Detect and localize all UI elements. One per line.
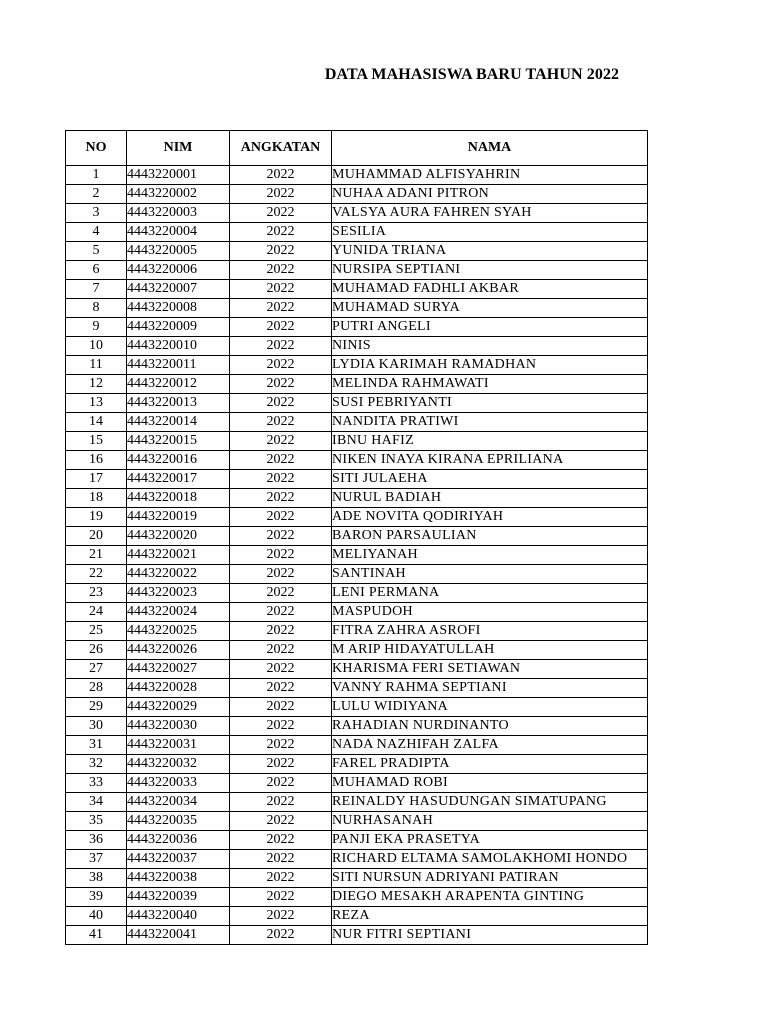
cell-angkatan: 2022 (230, 546, 332, 565)
header-row (66, 131, 648, 166)
cell-no: 30 (66, 717, 127, 736)
cell-nama: PUTRI ANGELI (332, 318, 648, 337)
cell-nim: 4443220026 (127, 641, 230, 660)
table-row (66, 812, 648, 831)
cell-angkatan: 2022 (230, 603, 332, 622)
cell-angkatan: 2022 (230, 831, 332, 850)
table-row (66, 185, 648, 204)
table-row (66, 622, 648, 641)
cell-nama: REZA (332, 907, 648, 926)
cell-nim: 4443220038 (127, 869, 230, 888)
cell-nim: 4443220003 (127, 204, 230, 223)
cell-nim: 4443220009 (127, 318, 230, 337)
cell-angkatan: 2022 (230, 774, 332, 793)
cell-angkatan: 2022 (230, 622, 332, 641)
cell-no: 38 (66, 869, 127, 888)
cell-angkatan: 2022 (230, 280, 332, 299)
cell-no: 22 (66, 565, 127, 584)
table-row (66, 280, 648, 299)
cell-nama: NIKEN INAYA KIRANA EPRILIANA (332, 451, 648, 470)
cell-angkatan: 2022 (230, 451, 332, 470)
cell-nama: SANTINAH (332, 565, 648, 584)
cell-nama: MUHAMAD SURYA (332, 299, 648, 318)
cell-nim: 4443220005 (127, 242, 230, 261)
cell-no: 15 (66, 432, 127, 451)
cell-nama: RAHADIAN NURDINANTO (332, 717, 648, 736)
cell-no: 33 (66, 774, 127, 793)
table-row (66, 451, 648, 470)
cell-nama: NINIS (332, 337, 648, 356)
table-row (66, 394, 648, 413)
cell-nim: 4443220036 (127, 831, 230, 850)
table-row (66, 318, 648, 337)
cell-angkatan: 2022 (230, 318, 332, 337)
cell-nim: 4443220016 (127, 451, 230, 470)
cell-nim: 4443220033 (127, 774, 230, 793)
cell-no: 7 (66, 280, 127, 299)
table-row (66, 356, 648, 375)
student-table (65, 130, 648, 945)
table-row (66, 679, 648, 698)
cell-nim: 4443220023 (127, 584, 230, 603)
cell-nama: ADE NOVITA QODIRIYAH (332, 508, 648, 527)
table-row (66, 717, 648, 736)
column-header-nim: NIM (127, 131, 230, 166)
cell-angkatan: 2022 (230, 204, 332, 223)
cell-no: 4 (66, 223, 127, 242)
cell-angkatan: 2022 (230, 717, 332, 736)
cell-angkatan: 2022 (230, 470, 332, 489)
cell-no: 11 (66, 356, 127, 375)
cell-angkatan: 2022 (230, 242, 332, 261)
cell-nim: 4443220025 (127, 622, 230, 641)
table-row (66, 755, 648, 774)
table-row (66, 641, 648, 660)
column-header-angkatan: ANGKATAN (230, 131, 332, 166)
cell-no: 14 (66, 413, 127, 432)
table-header (66, 131, 648, 166)
cell-no: 21 (66, 546, 127, 565)
cell-nim: 4443220008 (127, 299, 230, 318)
table-row (66, 223, 648, 242)
column-header-nama: NAMA (332, 131, 648, 166)
cell-no: 2 (66, 185, 127, 204)
table-row (66, 926, 648, 945)
cell-nim: 4443220031 (127, 736, 230, 755)
cell-nim: 4443220012 (127, 375, 230, 394)
cell-nama: REINALDY HASUDUNGAN SIMATUPANG (332, 793, 648, 812)
cell-nama: NANDITA PRATIWI (332, 413, 648, 432)
cell-no: 26 (66, 641, 127, 660)
table-row (66, 565, 648, 584)
table-row (66, 299, 648, 318)
cell-angkatan: 2022 (230, 432, 332, 451)
table-row (66, 603, 648, 622)
cell-no: 19 (66, 508, 127, 527)
cell-angkatan: 2022 (230, 888, 332, 907)
cell-no: 29 (66, 698, 127, 717)
cell-no: 12 (66, 375, 127, 394)
cell-nama: NUHAA ADANI PITRON (332, 185, 648, 204)
table-row (66, 489, 648, 508)
cell-no: 39 (66, 888, 127, 907)
cell-angkatan: 2022 (230, 413, 332, 432)
cell-no: 34 (66, 793, 127, 812)
cell-no: 24 (66, 603, 127, 622)
cell-nama: LYDIA KARIMAH RAMADHAN (332, 356, 648, 375)
cell-angkatan: 2022 (230, 926, 332, 945)
cell-no: 36 (66, 831, 127, 850)
cell-angkatan: 2022 (230, 869, 332, 888)
cell-angkatan: 2022 (230, 356, 332, 375)
table-row (66, 907, 648, 926)
page-title: DATA MAHASISWA BARU TAHUN 2022 (324, 66, 620, 83)
table-row (66, 375, 648, 394)
cell-nim: 4443220014 (127, 413, 230, 432)
cell-angkatan: 2022 (230, 755, 332, 774)
cell-angkatan: 2022 (230, 527, 332, 546)
cell-nama: NURSIPA SEPTIANI (332, 261, 648, 280)
cell-no: 18 (66, 489, 127, 508)
cell-angkatan: 2022 (230, 641, 332, 660)
cell-nama: KHARISMA FERI SETIAWAN (332, 660, 648, 679)
table-row (66, 166, 648, 185)
cell-no: 9 (66, 318, 127, 337)
table-row (66, 850, 648, 869)
cell-angkatan: 2022 (230, 584, 332, 603)
cell-nim: 4443220006 (127, 261, 230, 280)
cell-nim: 4443220017 (127, 470, 230, 489)
table-row (66, 470, 648, 489)
cell-angkatan: 2022 (230, 660, 332, 679)
cell-nim: 4443220013 (127, 394, 230, 413)
cell-nim: 4443220037 (127, 850, 230, 869)
table-row (66, 261, 648, 280)
cell-nim: 4443220040 (127, 907, 230, 926)
cell-no: 20 (66, 527, 127, 546)
cell-nim: 4443220024 (127, 603, 230, 622)
cell-nama: NADA NAZHIFAH ZALFA (332, 736, 648, 755)
table-row (66, 698, 648, 717)
cell-nama: FITRA ZAHRA ASROFI (332, 622, 648, 641)
cell-angkatan: 2022 (230, 508, 332, 527)
cell-angkatan: 2022 (230, 679, 332, 698)
cell-angkatan: 2022 (230, 565, 332, 584)
table-row (66, 508, 648, 527)
cell-nama: RICHARD ELTAMA SAMOLAKHOMI HONDO (332, 850, 648, 869)
table-body (66, 166, 648, 945)
cell-angkatan: 2022 (230, 223, 332, 242)
cell-no: 40 (66, 907, 127, 926)
cell-no: 6 (66, 261, 127, 280)
cell-no: 27 (66, 660, 127, 679)
cell-angkatan: 2022 (230, 299, 332, 318)
cell-nama: SITI NURSUN ADRIYANI PATIRAN (332, 869, 648, 888)
cell-nama: MUHAMAD FADHLI AKBAR (332, 280, 648, 299)
table-row (66, 527, 648, 546)
column-header-no: NO (66, 131, 127, 166)
cell-no: 32 (66, 755, 127, 774)
cell-nama: LENI PERMANA (332, 584, 648, 603)
cell-no: 37 (66, 850, 127, 869)
cell-nim: 4443220028 (127, 679, 230, 698)
cell-nama: SUSI PEBRIYANTI (332, 394, 648, 413)
cell-nama: MELINDA RAHMAWATI (332, 375, 648, 394)
cell-nama: SITI JULAEHA (332, 470, 648, 489)
cell-nama: MASPUDOH (332, 603, 648, 622)
cell-angkatan: 2022 (230, 736, 332, 755)
cell-nama: NURHASANAH (332, 812, 648, 831)
cell-nama: MUHAMMAD ALFISYAHRIN (332, 166, 648, 185)
cell-nim: 4443220034 (127, 793, 230, 812)
cell-no: 41 (66, 926, 127, 945)
cell-no: 16 (66, 451, 127, 470)
cell-angkatan: 2022 (230, 375, 332, 394)
cell-nim: 4443220030 (127, 717, 230, 736)
table-row (66, 793, 648, 812)
cell-nim: 4443220022 (127, 565, 230, 584)
table-row (66, 242, 648, 261)
cell-angkatan: 2022 (230, 261, 332, 280)
cell-nim: 4443220039 (127, 888, 230, 907)
cell-nim: 4443220007 (127, 280, 230, 299)
cell-angkatan: 2022 (230, 698, 332, 717)
cell-nama: BARON PARSAULIAN (332, 527, 648, 546)
table-row (66, 546, 648, 565)
cell-nim: 4443220010 (127, 337, 230, 356)
cell-nim: 4443220015 (127, 432, 230, 451)
cell-no: 28 (66, 679, 127, 698)
cell-angkatan: 2022 (230, 185, 332, 204)
cell-nim: 4443220035 (127, 812, 230, 831)
table-row (66, 774, 648, 793)
cell-angkatan: 2022 (230, 793, 332, 812)
table-row (66, 736, 648, 755)
cell-nama: FAREL PRADIPTA (332, 755, 648, 774)
cell-no: 1 (66, 166, 127, 185)
cell-nim: 4443220001 (127, 166, 230, 185)
cell-nim: 4443220032 (127, 755, 230, 774)
table-row (66, 888, 648, 907)
cell-no: 35 (66, 812, 127, 831)
cell-no: 3 (66, 204, 127, 223)
cell-nama: LULU WIDIYANA (332, 698, 648, 717)
table-row (66, 584, 648, 603)
cell-no: 25 (66, 622, 127, 641)
cell-nama: MELIYANAH (332, 546, 648, 565)
cell-nama: PANJI EKA PRASETYA (332, 831, 648, 850)
cell-nama: NURUL BADIAH (332, 489, 648, 508)
cell-nim: 4443220019 (127, 508, 230, 527)
table-row (66, 831, 648, 850)
table-row (66, 204, 648, 223)
cell-no: 10 (66, 337, 127, 356)
cell-nim: 4443220021 (127, 546, 230, 565)
cell-angkatan: 2022 (230, 489, 332, 508)
cell-nim: 4443220018 (127, 489, 230, 508)
cell-nama: VANNY RAHMA SEPTIANI (332, 679, 648, 698)
table-row (66, 413, 648, 432)
cell-angkatan: 2022 (230, 337, 332, 356)
cell-nama: YUNIDA TRIANA (332, 242, 648, 261)
cell-angkatan: 2022 (230, 166, 332, 185)
cell-angkatan: 2022 (230, 850, 332, 869)
cell-nim: 4443220002 (127, 185, 230, 204)
cell-no: 23 (66, 584, 127, 603)
cell-nim: 4443220027 (127, 660, 230, 679)
table-row (66, 337, 648, 356)
cell-angkatan: 2022 (230, 907, 332, 926)
table-row (66, 432, 648, 451)
cell-nama: IBNU HAFIZ (332, 432, 648, 451)
cell-nama: SESILIA (332, 223, 648, 242)
cell-no: 13 (66, 394, 127, 413)
cell-nama: M ARIP HIDAYATULLAH (332, 641, 648, 660)
cell-angkatan: 2022 (230, 812, 332, 831)
cell-nim: 4443220011 (127, 356, 230, 375)
cell-nim: 4443220004 (127, 223, 230, 242)
table-row (66, 869, 648, 888)
cell-angkatan: 2022 (230, 394, 332, 413)
cell-nim: 4443220029 (127, 698, 230, 717)
table-row (66, 660, 648, 679)
cell-no: 17 (66, 470, 127, 489)
cell-nim: 4443220041 (127, 926, 230, 945)
cell-nama: VALSYA AURA FAHREN SYAH (332, 204, 648, 223)
cell-no: 8 (66, 299, 127, 318)
cell-nama: DIEGO MESAKH ARAPENTA GINTING (332, 888, 648, 907)
cell-no: 31 (66, 736, 127, 755)
cell-nim: 4443220020 (127, 527, 230, 546)
cell-nama: NUR FITRI SEPTIANI (332, 926, 648, 945)
cell-nama: MUHAMAD ROBI (332, 774, 648, 793)
cell-no: 5 (66, 242, 127, 261)
